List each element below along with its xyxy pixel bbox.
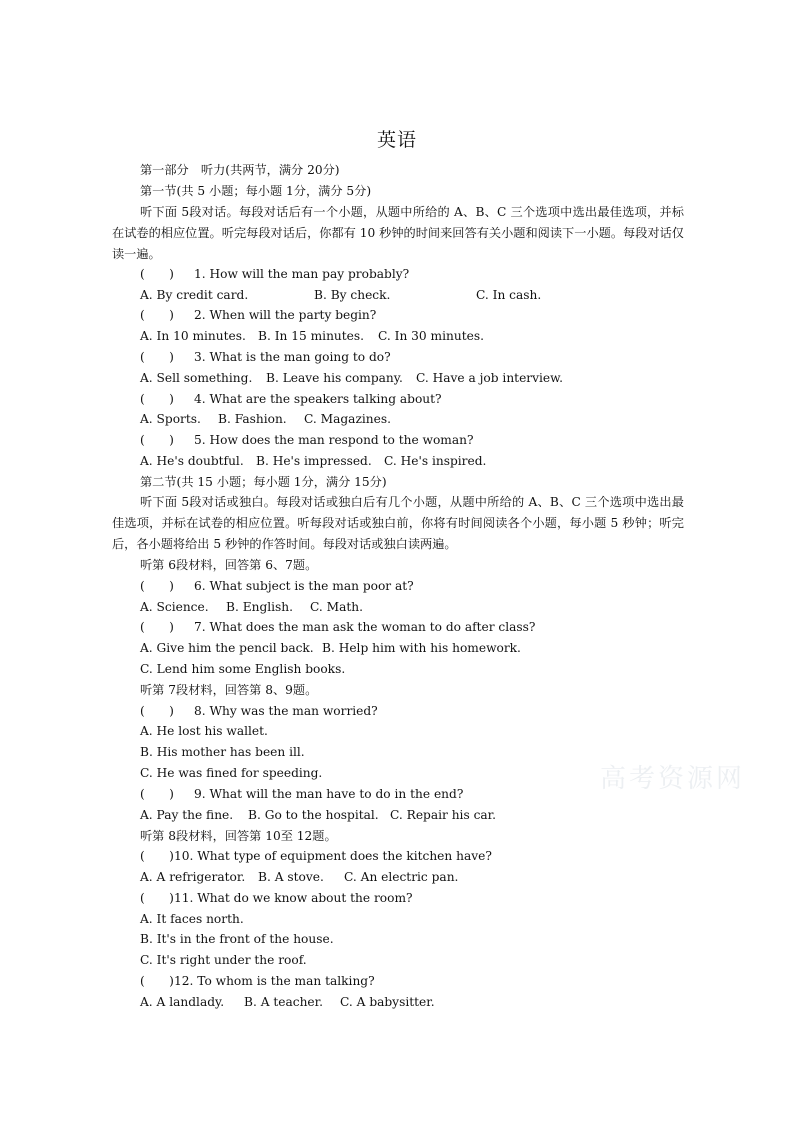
question-1 — [140, 264, 409, 284]
option-a: A. In 10 minutes. — [140, 329, 246, 343]
question-10 — [140, 846, 492, 866]
option-b: B. English. — [226, 600, 294, 614]
question-3-text: 3. What is the man going to do? — [194, 350, 391, 364]
question-6-text: 6. What subject is the man poor at? — [194, 579, 414, 593]
option-a: A. Give him the pencil back. — [140, 641, 314, 655]
option-b: B. Go to the hospital. — [248, 808, 379, 822]
option-c: C. Have a job interview. — [416, 371, 563, 385]
option-c: C. Repair his car. — [390, 808, 497, 822]
option-a: A. By credit card. — [140, 288, 249, 302]
question-12-options — [140, 992, 435, 1012]
question-11-option-b: B. It's in the front of the house. — [140, 932, 334, 946]
question-12 — [140, 971, 375, 991]
option-b: B. A stove. — [258, 870, 324, 884]
answer-blank: ( ) — [140, 308, 174, 322]
option-a: A. Sell something. — [140, 371, 253, 385]
answer-blank: ( ) — [140, 433, 174, 447]
question-10-options — [140, 867, 458, 887]
question-11-text: 11. What do we know about the room? — [174, 891, 413, 905]
option-c: C. In cash. — [476, 288, 542, 302]
question-2-text: 2. When will the party begin? — [194, 308, 377, 322]
question-6-options — [140, 597, 363, 617]
section2-instructions: 听下面 5段对话或独白。每段对话或独白后有几个小题，从题中所给的 A、B、C 三个选项中选出最佳选项，并标在试卷的相应位置。听每段对话或独白前，你将有时间阅读各个小题，每小题 5 秒钟；听完后，各小题将给出 5 秒钟的作答时间。每段对话或独白读两遍。 — [112, 495, 684, 551]
option-a: A. Sports. — [140, 412, 201, 426]
question-2-options — [140, 326, 484, 346]
option-b: B. Fashion. — [218, 412, 287, 426]
question-1-options — [140, 285, 541, 305]
answer-blank: ( ) — [140, 849, 174, 863]
question-8-option-a: A. He lost his wallet. — [140, 724, 268, 738]
option-c: C. He's inspired. — [384, 454, 487, 468]
option-b: B. He's impressed. — [256, 454, 372, 468]
question-1-text: 1. How will the man pay probably? — [194, 267, 410, 281]
part1-heading: 第一部分 听力(共两节，满分 20分) — [140, 163, 340, 177]
question-3-options — [140, 368, 563, 388]
question-8-option-c: C. He was fined for speeding. — [140, 766, 323, 780]
material-8-heading: 听第 8段材料，回答第 10至 12题。 — [140, 829, 337, 843]
question-9 — [140, 784, 463, 804]
question-5-options — [140, 451, 486, 471]
question-4-text: 4. What are the speakers talking about? — [194, 392, 442, 406]
option-a: A. Pay the fine. — [140, 808, 234, 822]
answer-blank: ( ) — [140, 392, 174, 406]
option-a: A. A refrigerator. — [140, 870, 246, 884]
question-3 — [140, 347, 391, 367]
question-11-option-c: C. It's right under the roof. — [140, 953, 307, 967]
watermark: 高考资源网 — [600, 764, 746, 794]
answer-blank: ( ) — [140, 350, 174, 364]
answer-blank: ( ) — [140, 267, 174, 281]
question-5 — [140, 430, 474, 450]
question-9-options — [140, 805, 496, 825]
question-5-text: 5. How does the man respond to the woman? — [194, 433, 474, 447]
option-b: B. A teacher. — [244, 995, 324, 1009]
material-7-heading: 听第 7段材料，回答第 8、9题。 — [140, 683, 318, 697]
question-9-text: 9. What will the man have to do in the end? — [194, 787, 464, 801]
option-c: C. A babysitter. — [340, 995, 435, 1009]
section2-heading: 第二节(共 15 小题；每小题 1分，满分 15分) — [140, 475, 387, 489]
question-8-text: 8. Why was the man worried? — [194, 704, 378, 718]
question-10-text: 10. What type of equipment does the kitchen have? — [174, 849, 492, 863]
question-12-text: 12. To whom is the man talking? — [174, 974, 375, 988]
question-7-options — [140, 638, 521, 658]
question-4-options — [140, 409, 391, 429]
option-b: B. Leave his company. — [266, 371, 403, 385]
answer-blank: ( ) — [140, 704, 174, 718]
option-b: B. Help him with his homework. — [322, 641, 521, 655]
option-c: C. In 30 minutes. — [378, 329, 484, 343]
page-title: 英语 — [376, 129, 417, 151]
answer-blank: ( ) — [140, 787, 174, 801]
question-7-text: 7. What does the man ask the woman to do after class? — [194, 620, 536, 634]
question-11 — [140, 888, 413, 908]
option-c: C. Magazines. — [304, 412, 391, 426]
option-b: B. By check. — [314, 288, 391, 302]
answer-blank: ( ) — [140, 620, 174, 634]
question-4 — [140, 389, 442, 409]
answer-blank: ( ) — [140, 579, 174, 593]
option-c: C. An electric pan. — [344, 870, 459, 884]
question-7 — [140, 617, 535, 637]
answer-blank: ( ) — [140, 974, 174, 988]
option-a: A. He's doubtful. — [140, 454, 244, 468]
option-c: C. Math. — [310, 600, 364, 614]
material-6-heading: 听第 6段材料，回答第 6、7题。 — [140, 558, 318, 572]
question-11-option-a: A. It faces north. — [140, 912, 244, 926]
question-8 — [140, 701, 378, 721]
question-2 — [140, 305, 376, 325]
question-7-option-c: C. Lend him some English books. — [140, 662, 346, 676]
question-8-option-b: B. His mother has been ill. — [140, 745, 305, 759]
option-b: B. In 15 minutes. — [258, 329, 365, 343]
option-a: A. Science. — [140, 600, 209, 614]
section1-instructions: 听下面 5段对话。每段对话后有一个小题，从题中所给的 A、B、C 三个选项中选出最佳选项，并标在试卷的相应位置。听完每段对话后，你都有 10 秒钟的时间来回答有关小题和阅读下一小题。每段对话仅读一遍。 — [112, 205, 684, 261]
section1-heading: 第一节(共 5 小题；每小题 1分，满分 5分) — [140, 184, 372, 198]
option-a: A. A landlady. — [140, 995, 225, 1009]
question-6 — [140, 576, 414, 596]
answer-blank: ( ) — [140, 891, 174, 905]
